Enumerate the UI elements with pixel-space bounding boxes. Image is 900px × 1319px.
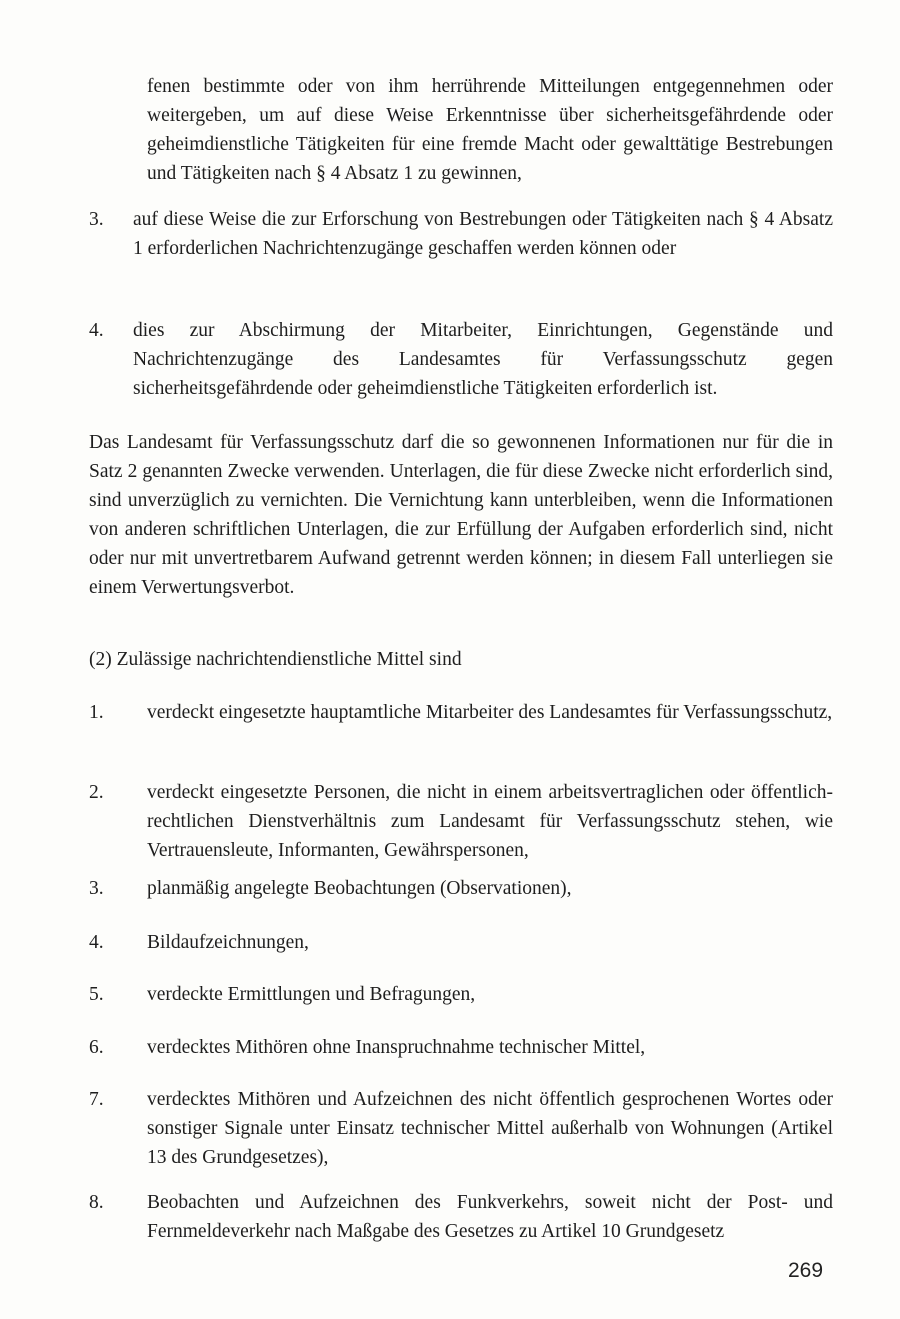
- means-item-text: verdeckte Ermittlungen und Befragungen,: [147, 984, 476, 1005]
- means-item-text: Bildaufzeichnungen,: [147, 932, 309, 953]
- body-paragraph: Das Landesamt für Verfassungsschutz darf die so gewonnenen Informationen nur für die in Satz 2 genannten Zwecke verwenden. Unterlagen, die für diese Zwecke nicht erforderlich sind, sind unverzüglich zu vernichten. Die Vernichtung kann unterbleiben, wenn die Informationen von anderen schriftlichen Unterlagen, die zur Erfüllung der Aufgaben erforderlich sind, nicht oder nur mit unvertretbarem Aufwand getrennt werden können; in diesem Fall unterliegen sie einem Verwertungsverbot.: [89, 432, 833, 598]
- means-number: 7.: [89, 1089, 104, 1110]
- purpose-item-text: auf diese Weise die zur Erforschung von Bestrebungen oder Tätigkeiten nach § 4 Absatz 1 erforderlichen Nachrichtenzugänge geschaffen werden können oder: [133, 209, 833, 259]
- means-item-text: verdeckt eingesetzte Personen, die nicht in einem arbeitsvertraglichen oder öffentlich-rechtlichen Dienstverhältnis zum Landesamt für Verfassungsschutz stehen, wie Vertrauensleute, Informanten, Gewährspersonen,: [147, 782, 833, 861]
- means-number: 5.: [89, 984, 104, 1005]
- means-number: 1.: [89, 702, 104, 723]
- intro-continuation: fenen bestimmte oder von ihm herrührende Mitteilungen entgegennehmen oder weitergeben, um auf diese Weise Erkenntnisse über sicherheitsgefährdende oder geheimdienstliche Tätigkeiten für eine fremde Macht oder gewalttätige Bestrebungen und Tätigkeiten nach § 4 Absatz 1 zu gewinnen,: [147, 76, 833, 184]
- means-number: 3.: [89, 878, 104, 899]
- means-number: 2.: [89, 782, 104, 803]
- page-number: 269: [788, 1259, 824, 1282]
- means-item-text: planmäßig angelegte Beobachtungen (Observationen),: [147, 878, 572, 899]
- means-number: 8.: [89, 1192, 104, 1213]
- means-item-text: verdecktes Mithören ohne Inanspruchnahme technischer Mittel,: [147, 1037, 646, 1058]
- means-item-text: verdeckt eingesetzte hauptamtliche Mitarbeiter des Landesamtes für Verfassungsschutz,: [147, 702, 833, 723]
- means-item-text: Beobachten und Aufzeichnen des Funkverkehrs, soweit nicht der Post- und Fernmeldeverkehr nach Maßgabe des Gesetzes zu Artikel 10 Grundgesetz: [147, 1192, 833, 1242]
- purpose-item-text: dies zur Abschirmung der Mitarbeiter, Einrichtungen, Gegenstände und Nachrichtenzugänge des Landesamtes für Verfassungsschutz gegen sicherheitsgefährdende oder geheimdienstliche Tätigkeiten erforderlich ist.: [133, 320, 833, 399]
- section-heading: (2) Zulässige nachrichtendienstliche Mittel sind: [89, 649, 462, 670]
- means-item-text: verdecktes Mithören und Aufzeichnen des nicht öffentlich gesprochenen Wortes oder sonstiger Signale unter Einsatz technischer Mittel außerhalb von Wohnungen (Artikel 13 des Grundgesetzes),: [147, 1089, 833, 1168]
- means-number: 6.: [89, 1037, 104, 1058]
- purpose-number: 4.: [89, 320, 104, 341]
- means-number: 4.: [89, 932, 104, 953]
- purpose-number: 3.: [89, 209, 104, 230]
